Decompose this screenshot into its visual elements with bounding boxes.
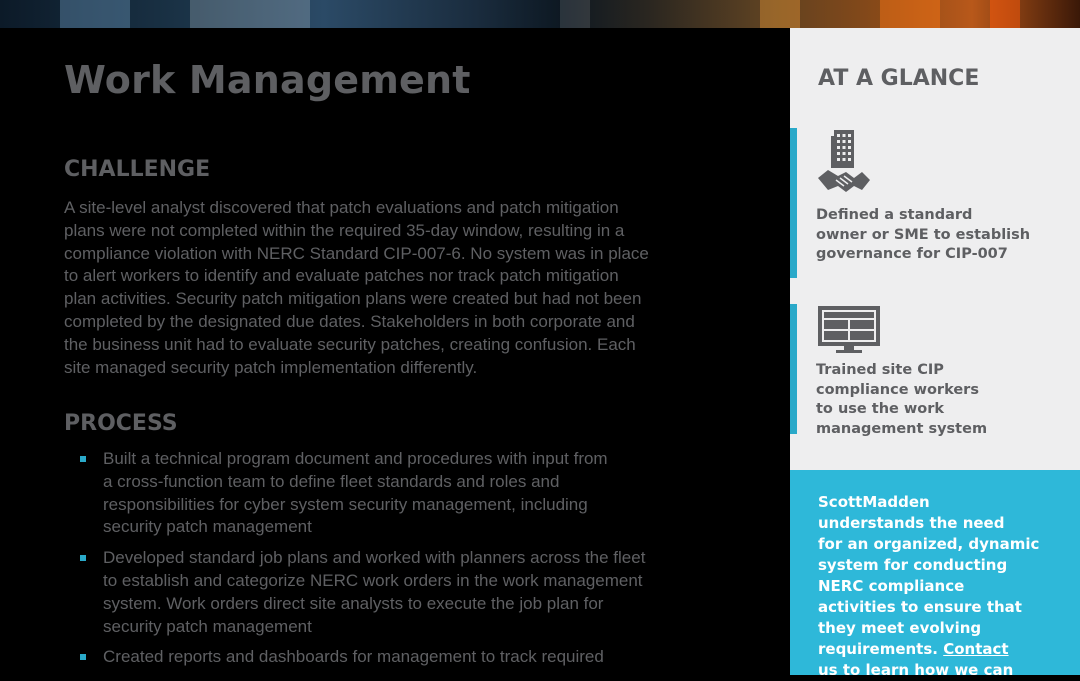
page-title: Work Management (64, 58, 471, 102)
challenge-line: completed by the designated due dates. Stakeholders in both corporate and (64, 311, 635, 331)
accent-bar (790, 128, 797, 278)
callout-text: ScottMadden understands the need for an organized, dynamic system for conducting NERC compliance activities to ensure that they meet evolving requirements. Contact us to learn how we can (818, 493, 1040, 679)
challenge-heading: CHALLENGE (64, 157, 211, 182)
challenge-line: A site-level analyst discovered that patch evaluations and patch mitigation (64, 198, 619, 217)
accent-bar (790, 304, 797, 434)
square-bullet-icon (80, 456, 86, 462)
glance-item-text: Trained site CIP compliance workers to use the work management system (816, 362, 988, 437)
challenge-paragraph (64, 197, 754, 379)
contact-link[interactable]: Contact (943, 640, 1009, 658)
sidebar-heading: AT A GLANCE (818, 66, 980, 91)
square-bullet-icon (80, 654, 86, 660)
process-item: Created reports and dashboards for management to track required (64, 646, 754, 669)
challenge-line: plan activities. Security patch mitigation plans were created but had not been (64, 289, 642, 309)
challenge-line: compliance violation with NERC Standard CIP-007-6. No system was in place (64, 243, 649, 263)
process-list (64, 448, 754, 677)
process-heading: PROCESS (64, 411, 178, 436)
process-item: Developed standard job plans and worked with planners across the fleet to establish and categorize NERC work orders in the work management system. Work orders direct site analysts to execute the job plan for security patch management (64, 547, 754, 638)
hero-image (0, 0, 1080, 28)
callout-box (790, 470, 1080, 679)
monitor-dashboard-icon (816, 304, 882, 354)
process-item: Built a technical program document and procedures with input from a cross-function team to define fleet standards and roles and responsibilities for cyber system security management, including security patch management (64, 448, 754, 539)
challenge-line: site managed security patch implementation differently. (64, 357, 478, 377)
challenge-line: to alert workers to identify and evaluate patches nor track patch mitigation (64, 266, 619, 286)
square-bullet-icon (80, 555, 86, 561)
challenge-line: plans were not completed within the required 35-day window, resulting in a (64, 220, 625, 240)
glance-item-text: Defined a standard owner or SME to establish governance for CIP-007 (816, 207, 1031, 262)
challenge-line: the business unit had to evaluate security patches, creating confusion. Each (64, 334, 636, 354)
building-handshake-icon (816, 128, 872, 198)
